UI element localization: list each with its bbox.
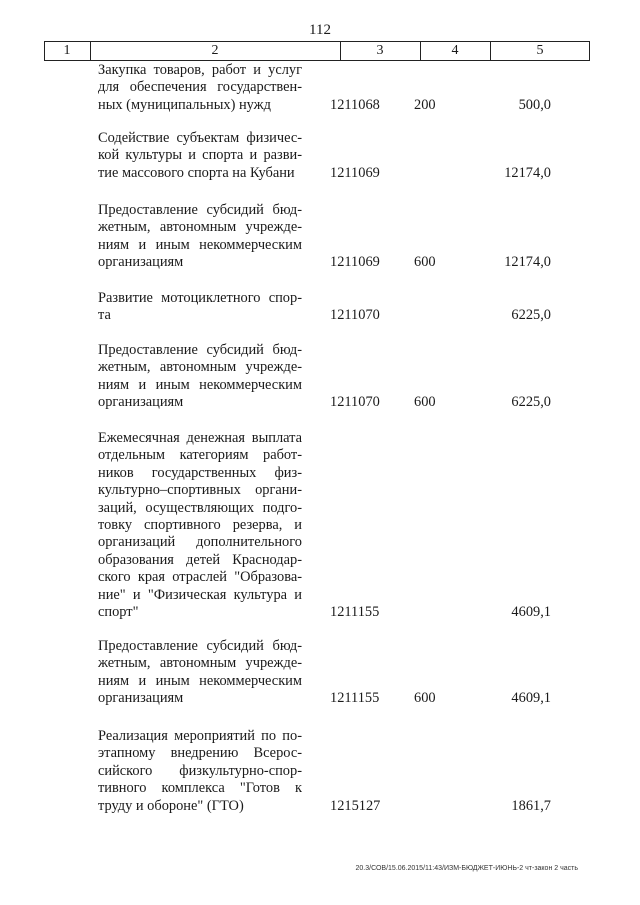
- row-code: 1211068: [330, 96, 380, 113]
- row-amount: 12174,0: [504, 254, 551, 271]
- header-col-5: 5: [536, 43, 544, 58]
- row-code: 1211069: [330, 254, 380, 271]
- description-line: образования детей Краснодар-: [98, 551, 302, 568]
- row-description: [98, 638, 302, 708]
- row-amount: 4609,1: [511, 690, 551, 707]
- description-line: жетным, автономным учрежде-: [98, 359, 302, 376]
- description-line: организациям: [98, 394, 184, 411]
- row-type: 600: [414, 394, 436, 411]
- description-line: заций, осуществляющих подго-: [98, 499, 302, 516]
- row-amount: 500,0: [518, 96, 551, 113]
- header-separator: [90, 42, 91, 60]
- row-code: 1211155: [330, 690, 380, 707]
- description-line: ниям и иным некоммерческим: [98, 236, 302, 253]
- row-code: 1211069: [330, 164, 380, 181]
- description-line: ников государственных физ-: [98, 464, 302, 481]
- description-line: культурно–спортивных органи-: [98, 482, 302, 499]
- description-line: товку спортивного резерва, и: [98, 517, 302, 534]
- description-line: для обеспечения государствен-: [98, 79, 302, 96]
- header-col-2: 2: [211, 43, 219, 58]
- row-amount: 12174,0: [504, 164, 551, 181]
- description-line: ных (муниципальных) нужд: [98, 96, 271, 113]
- row-description: [98, 430, 302, 621]
- row-code: 1211070: [330, 394, 380, 411]
- description-line: организациям: [98, 254, 184, 271]
- row-amount: 6225,0: [511, 307, 551, 324]
- page-number: 112: [309, 22, 331, 38]
- description-line: ниям и иным некоммерческим: [98, 376, 302, 393]
- row-code: 1211070: [330, 307, 380, 324]
- description-line: жетным, автономным учрежде-: [98, 655, 302, 672]
- description-line: жетным, автономным учрежде-: [98, 219, 302, 236]
- row-amount: 1861,7: [511, 797, 551, 814]
- description-line: Содействие субъектам физичес-: [98, 130, 302, 146]
- description-line: та: [98, 307, 111, 324]
- description-line: кой культуры и спорта и разви-: [98, 147, 302, 164]
- row-code: 1211155: [330, 604, 380, 620]
- header-separator: [340, 42, 341, 60]
- row-description: [98, 62, 302, 114]
- row-type: 200: [414, 96, 436, 113]
- description-line: Предоставление субсидий бюд-: [98, 638, 302, 654]
- row-description: [98, 202, 302, 272]
- description-line: Развитие мотоциклетного спор-: [98, 290, 302, 306]
- header-border: [589, 42, 590, 60]
- row-type: 600: [414, 690, 436, 707]
- header-border: [44, 42, 45, 60]
- description-line: ние" и "Физическая культура и: [98, 586, 302, 603]
- document-footer: 20.3/СОВ/15.06.2015/11:43/ИЗМ-БЮДЖЕТ-ИЮНЬ-2 чт-закон 2 часть: [355, 865, 578, 872]
- row-type: 600: [414, 254, 436, 271]
- description-line: отдельным категориям работ-: [98, 447, 302, 464]
- description-line: Предоставление субсидий бюд-: [98, 342, 302, 358]
- row-description: [98, 342, 302, 412]
- description-line: ниям и иным некоммерческим: [98, 672, 302, 689]
- description-line: труду и обороне" (ГТО): [98, 797, 244, 814]
- description-line: тие массового спорта на Кубани: [98, 164, 295, 181]
- table-header: [44, 41, 590, 61]
- row-amount: 4609,1: [511, 604, 551, 620]
- header-col-3: 3: [376, 43, 384, 58]
- description-line: этапному внедрению Всерос-: [98, 745, 302, 762]
- description-line: Закупка товаров, работ и услуг: [98, 62, 302, 78]
- description-line: Реализация мероприятий по по-: [98, 728, 302, 744]
- header-col-4: 4: [451, 43, 459, 58]
- description-line: ского края отраслей "Образова-: [98, 569, 302, 586]
- row-description: [98, 290, 302, 325]
- description-line: организаций дополнительного: [98, 534, 302, 551]
- description-line: Предоставление субсидий бюд-: [98, 202, 302, 218]
- description-line: спорт": [98, 604, 139, 621]
- header-col-1: 1: [63, 43, 71, 58]
- row-description: [98, 728, 302, 815]
- description-line: Ежемесячная денежная выплата: [98, 430, 302, 446]
- header-separator: [490, 42, 491, 60]
- row-description: [98, 130, 302, 182]
- row-amount: 6225,0: [511, 394, 551, 411]
- header-separator: [420, 42, 421, 60]
- description-line: тивного комплекса "Готов к: [98, 780, 302, 797]
- description-line: организациям: [98, 690, 184, 707]
- description-line: сийского физкультурно-спор-: [98, 762, 302, 779]
- row-code: 1215127: [330, 797, 381, 814]
